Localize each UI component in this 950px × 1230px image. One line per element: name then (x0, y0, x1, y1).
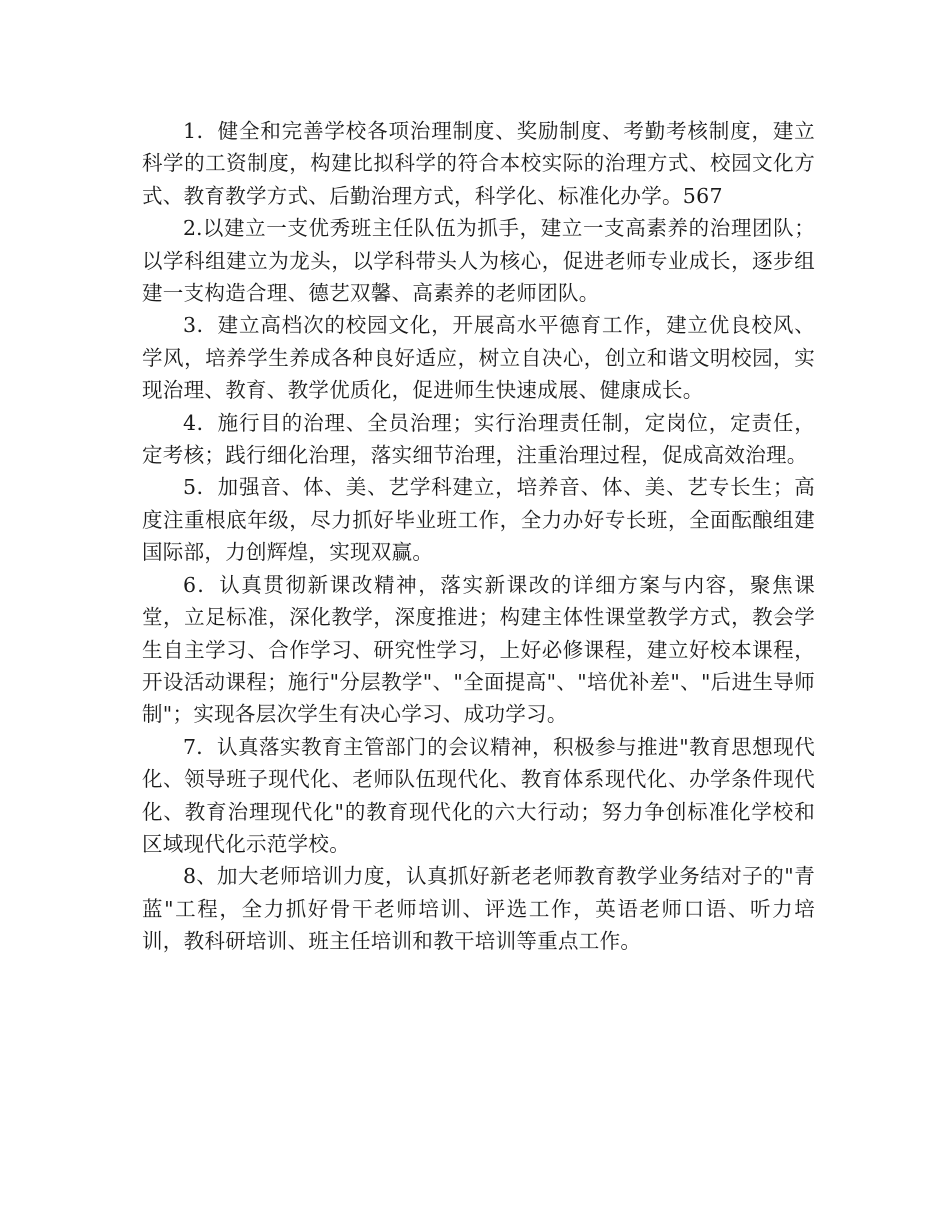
paragraph-text: 认真贯彻新课改精神，落实新课改的详细方案与内容，聚焦课堂，立足标准，深化教学，深度推进；构建主体性课堂教学方式，教会学生自主学习、合作学习、研究性学习，上好必修课程，建立好校本课程，开设活动课程；施行"分层教学"、"全面提高"、"培优补差"、"后进生导师制"；实现各层次学生有决心学习、成功学习。 (142, 572, 815, 727)
paragraph-7 (142, 731, 815, 861)
document-body (142, 115, 815, 958)
paragraph-text: 加强音、体、美、艺学科建立，培养音、体、美、艺专长生；高度注重根底年级，尽力抓好毕业班工作，全力办好专长班，全面酝酿组建国际部，力创辉煌，实现双赢。 (142, 475, 815, 565)
paragraph-text: 认真落实教育主管部门的会议精神，积极参与推进"教育思想现代化、领导班子现代化、老师队伍现代化、教育体系现代化、办学条件现代化、教育治理现代化"的教育现代化的六大行动；努力争创标准化学校和区域现代化示范学校。 (142, 734, 815, 856)
paragraph-number: 6． (183, 572, 220, 597)
paragraph-number: 1． (183, 119, 218, 143)
paragraph-number: 4． (183, 410, 218, 435)
paragraph-text: 加大老师培训力度，认真抓好新老老师教育教学业务结对子的"青蓝"工程，全力抓好骨干老师培训、评选工作，英语老师口语、听力培训，教科研培训、班主任培训和教干培训等重点工作。 (142, 864, 815, 954)
paragraph-6 (142, 569, 815, 731)
paragraph-number: 2. (183, 216, 203, 241)
paragraph-3 (142, 309, 815, 406)
paragraph-5 (142, 471, 815, 568)
paragraph-number: 8、 (183, 864, 217, 889)
paragraph-text: 施行目的治理、全员治理；实行治理责任制，定岗位，定责任，定考核；践行细化治理，落实细节治理，注重治理过程，促成高效治理。 (142, 410, 815, 468)
paragraph-number: 5． (183, 475, 218, 500)
paragraph-number: 7． (183, 734, 217, 759)
paragraph-text: 建立高档次的校园文化，开展高水平德育工作，建立优良校风、学风，培养学生养成各种良好适应，树立自决心，创立和谐文明校园，实现治理、教育、教学优质化，促进师生快速成展、健康成长。 (142, 313, 815, 403)
paragraph-text: 健全和完善学校各项治理制度、奖励制度、考勤考核制度，建立科学的工资制度，构建比拟科学的符合本校实际的治理方式、校园文化方式、教育教学方式、后勤治理方式，科学化、标准化办学。567 (142, 119, 815, 208)
paragraph-1 (142, 115, 815, 212)
paragraph-text: 以建立一支优秀班主任队伍为抓手，建立一支高素养的治理团队；以学科组建立为龙头，以学科带头人为核心，促进老师专业成长，逐步组建一支构造合理、德艺双馨、高素养的老师团队。 (142, 216, 815, 306)
paragraph-4 (142, 407, 815, 472)
paragraph-2 (142, 212, 815, 309)
paragraph-8 (142, 860, 815, 957)
paragraph-number: 3． (183, 313, 218, 338)
